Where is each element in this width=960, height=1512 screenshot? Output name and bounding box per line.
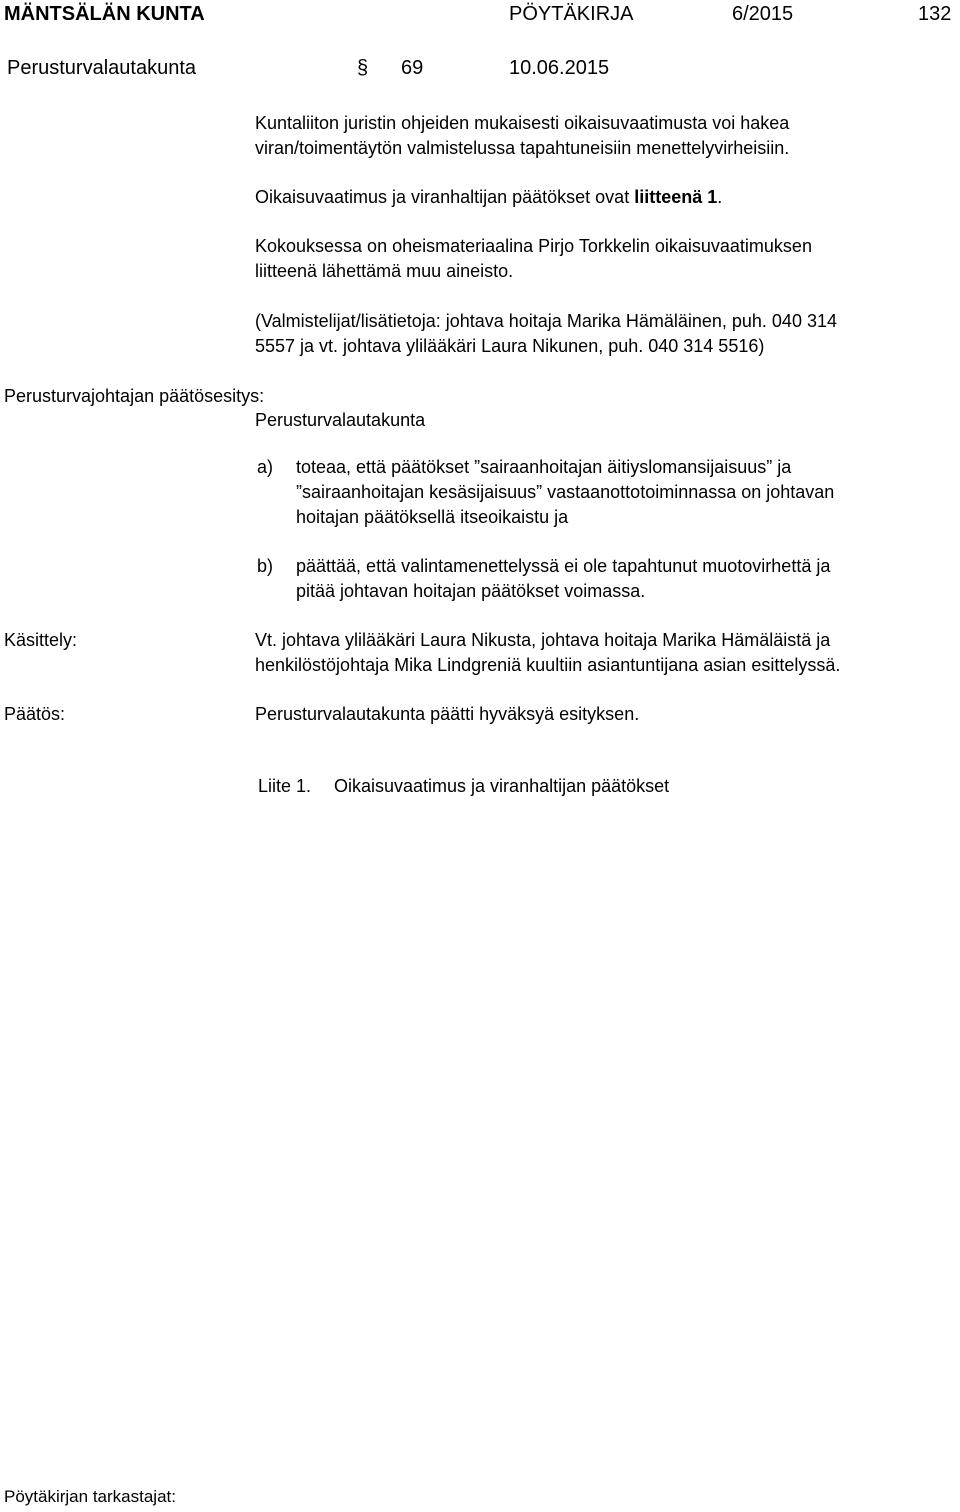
decision-text: Perusturvalautakunta päätti hyväksyä esityksen.	[255, 704, 640, 724]
document-number: 6/2015	[732, 3, 794, 25]
proposal-item-letter: a)	[257, 457, 274, 477]
handling-label: Käsittely:	[4, 630, 78, 650]
proposal-item-a	[296, 455, 956, 530]
text-line: pitää johtavan hoitajan päätökset voimassa.	[296, 581, 646, 601]
text-line: toteaa, että päätökset ”sairaanhoitajan äitiyslomansijaisuus” ja	[296, 457, 792, 477]
text-line: Vt. johtava ylilääkäri Laura Nikusta, johtava hoitaja Marika Hämäläistä ja	[255, 630, 831, 650]
attachment-title: Oikaisuvaatimus ja viranhaltijan päätökset	[334, 776, 670, 796]
attachment-label: Liite 1.	[258, 776, 312, 796]
municipality-name: MÄNTSÄLÄN KUNTA	[4, 3, 205, 25]
section-number: 69	[401, 57, 424, 79]
text-line: 5557 ja vt. johtava ylilääkäri Laura Nikunen, puh. 040 314 5516)	[255, 336, 765, 356]
meeting-date: 10.06.2015	[509, 57, 610, 79]
paragraph-meeting-material	[255, 234, 955, 284]
proposal-item-b	[296, 554, 956, 604]
proposal-item-letter: b)	[257, 556, 274, 576]
text-line: (Valmistelijat/lisätietoja: johtava hoitaja Marika Hämäläinen, puh. 040 314	[255, 311, 837, 331]
text-line: henkilöstöjohtaja Mika Lindgreniä kuultiin asiantuntijana asian esittelyssä.	[255, 655, 841, 675]
footer-reviewers-label: Pöytäkirjan tarkastajat:	[4, 1487, 176, 1506]
proposal-subject: Perusturvalautakunta	[255, 410, 426, 430]
board-name: Perusturvalautakunta	[7, 57, 197, 79]
paragraph-legal-guidance	[255, 111, 955, 161]
handling-text	[255, 628, 955, 678]
text-line: viran/toimentäytön valmistelussa tapahtuneisiin menettelyvirheisiin.	[255, 138, 790, 158]
section-sign: §	[357, 57, 369, 79]
attachment-reference: liitteenä 1	[634, 187, 718, 207]
text-line: Kuntaliiton juristin ohjeiden mukaisesti oikaisuvaatimusta voi hakea	[255, 113, 790, 133]
text-line: ”sairaanhoitajan kesäsijaisuus” vastaanottotoiminnassa on johtavan	[296, 482, 835, 502]
proposal-label: Perusturvajohtajan päätösesitys:	[4, 386, 265, 406]
page-number: 132	[918, 3, 952, 25]
text-line: Kokouksessa on oheismateriaalina Pirjo Torkkelin oikaisuvaatimuksen	[255, 236, 812, 256]
text-line: hoitajan päätöksellä itseoikaistu ja	[296, 507, 569, 527]
text-line: liitteenä lähettämä muu aineisto.	[255, 261, 514, 281]
text-line: päättää, että valintamenettelyssä ei ole tapahtunut muotovirhettä ja	[296, 556, 831, 576]
text-span: Oikaisuvaatimus ja viranhaltijan päätökset ovat	[255, 187, 635, 207]
paragraph-preparers	[255, 309, 955, 359]
decision-label: Päätös:	[4, 704, 66, 724]
document-type: PÖYTÄKIRJA	[509, 3, 634, 25]
text-span: .	[717, 187, 723, 207]
paragraph-attachment-reference	[255, 185, 955, 210]
